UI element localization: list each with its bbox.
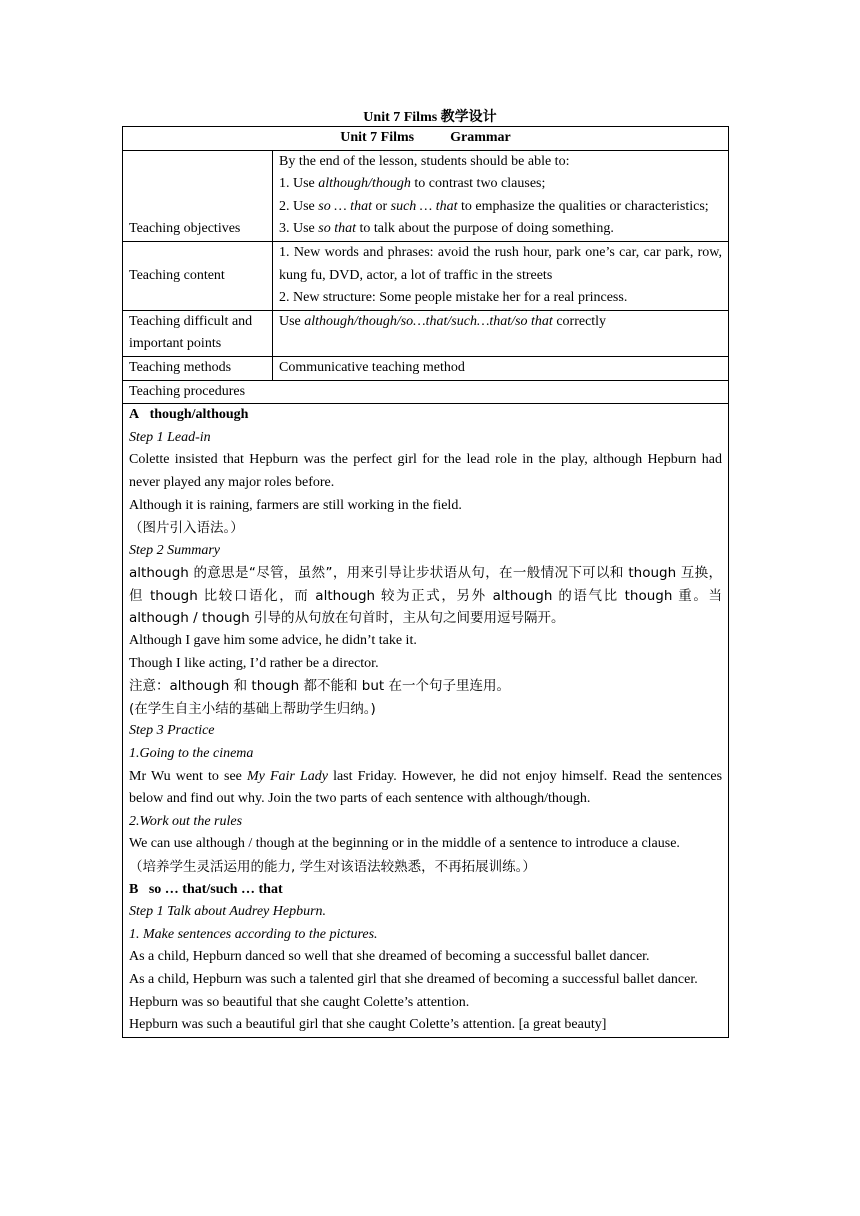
b-example-2: As a child, Hepburn was such a talented girl that she dreamed of becoming a successful ballet dancer. <box>129 971 698 987</box>
a-step-3-text-1: Mr Wu went to see My Fair Lady last Friday. However, he did not enjoy himself. Read the sentences below and find out why. Join the two parts of each sentence with although/though. <box>129 768 723 807</box>
methods-value: Communicative teaching method <box>273 356 729 380</box>
objective-2: 2. Use so … that or such … that to emphasize the qualities or characteristics; <box>279 198 709 214</box>
content-line-1: 1. New words and phrases: avoid the rush hour, park one’s car, car park, row, kung fu, DVD, actor, a lot of traffic in the streets <box>279 244 723 283</box>
objectives-row <box>123 150 729 241</box>
objectives-label: Teaching objectives <box>123 150 273 241</box>
procedures-label: Teaching procedures <box>123 380 729 404</box>
procedures-body-row <box>123 404 729 1038</box>
a-step-3-sub-1: 1.Going to the cinema <box>129 746 254 762</box>
a-step-1-text-2: Although it is raining, farmers are still working in the field. <box>129 497 462 513</box>
a-step-1-heading: Step 1 Lead-in <box>129 429 211 445</box>
objective-3: 3. Use so that to talk about the purpose of doing something. <box>279 221 614 237</box>
a-step-2-attention: 注意：although 和 though 都不能和 but 在一个句子里连用。 <box>129 678 510 695</box>
a-step-1-note: （图片引入语法。） <box>129 520 244 537</box>
a-step-2-summary: although 的意思是“尽管，虽然”，用来引导让步状语从句，在一般情况下可以和 though 互换，但 though 比较口语化，而 although 较为正式，另外 although 的语气比 though 重。当 although / though 引导的从句放在句首时，主从句之间要用逗号隔开。 <box>129 565 723 627</box>
procedures-row <box>123 380 729 404</box>
difficult-row <box>123 310 729 356</box>
document-title: Unit 7 Films 教学设计 <box>363 110 497 125</box>
a-step-2-heading: Step 2 Summary <box>129 542 220 558</box>
lesson-plan-table <box>122 126 729 1038</box>
content-value <box>273 241 729 310</box>
a-step-2-example-2: Though I like acting, I’d rather be a director. <box>129 655 379 671</box>
a-step-1-text-1: Colette insisted that Hepburn was the perfect girl for the lead role in the play, although Hepburn had never played any major roles before. <box>129 452 723 490</box>
difficult-value: Use although/though/so…that/such…that/so that correctly <box>273 310 729 356</box>
content-label: Teaching content <box>123 241 273 310</box>
header-topic: Grammar <box>450 130 511 145</box>
methods-label: Teaching methods <box>123 356 273 380</box>
a-step-3-text-2: We can use although / though at the beginning or in the middle of a sentence to introduce a clause. <box>129 836 680 852</box>
header-row <box>123 127 729 151</box>
objective-1: 1. Use although/though to contrast two clauses; <box>279 176 546 192</box>
section-b-heading: B so … that/such … that <box>129 881 283 897</box>
b-step-1-sub-1: 1. Make sentences according to the pictures. <box>129 926 378 942</box>
header-unit: Unit 7 Films <box>340 130 415 145</box>
content-line-2: 2. New structure: Some people mistake her for a real princess. <box>279 290 628 306</box>
objectives-intro: By the end of the lesson, students should be able to: <box>279 153 570 169</box>
procedures-body <box>123 404 729 1038</box>
b-step-1-heading: Step 1 Talk about Audrey Hepburn. <box>129 904 327 920</box>
b-example-3: Hepburn was so beautiful that she caught Colette’s attention. <box>129 994 470 1010</box>
a-step-2-note: (在学生自主小结的基础上帮助学生归纳。) <box>129 700 376 717</box>
a-step-3-note: （培养学生灵活运用的能力, 学生对该语法较熟悉，不再拓展训练。） <box>129 859 536 875</box>
b-example-1: As a child, Hepburn danced so well that she dreamed of becoming a successful ballet dancer. <box>129 949 650 965</box>
content-row <box>123 241 729 310</box>
objectives-value <box>273 150 729 241</box>
a-step-3-heading: Step 3 Practice <box>129 723 215 739</box>
methods-row <box>123 356 729 380</box>
section-a-heading: A though/although <box>129 407 249 423</box>
b-example-4: Hepburn was such a beautiful girl that she caught Colette’s attention. [a great beauty] <box>129 1017 607 1033</box>
a-step-3-sub-2: 2.Work out the rules <box>129 813 243 829</box>
a-step-2-example-1: Although I gave him some advice, he didn’t take it. <box>129 633 417 649</box>
difficult-label: Teaching difficult and important points <box>123 310 273 356</box>
